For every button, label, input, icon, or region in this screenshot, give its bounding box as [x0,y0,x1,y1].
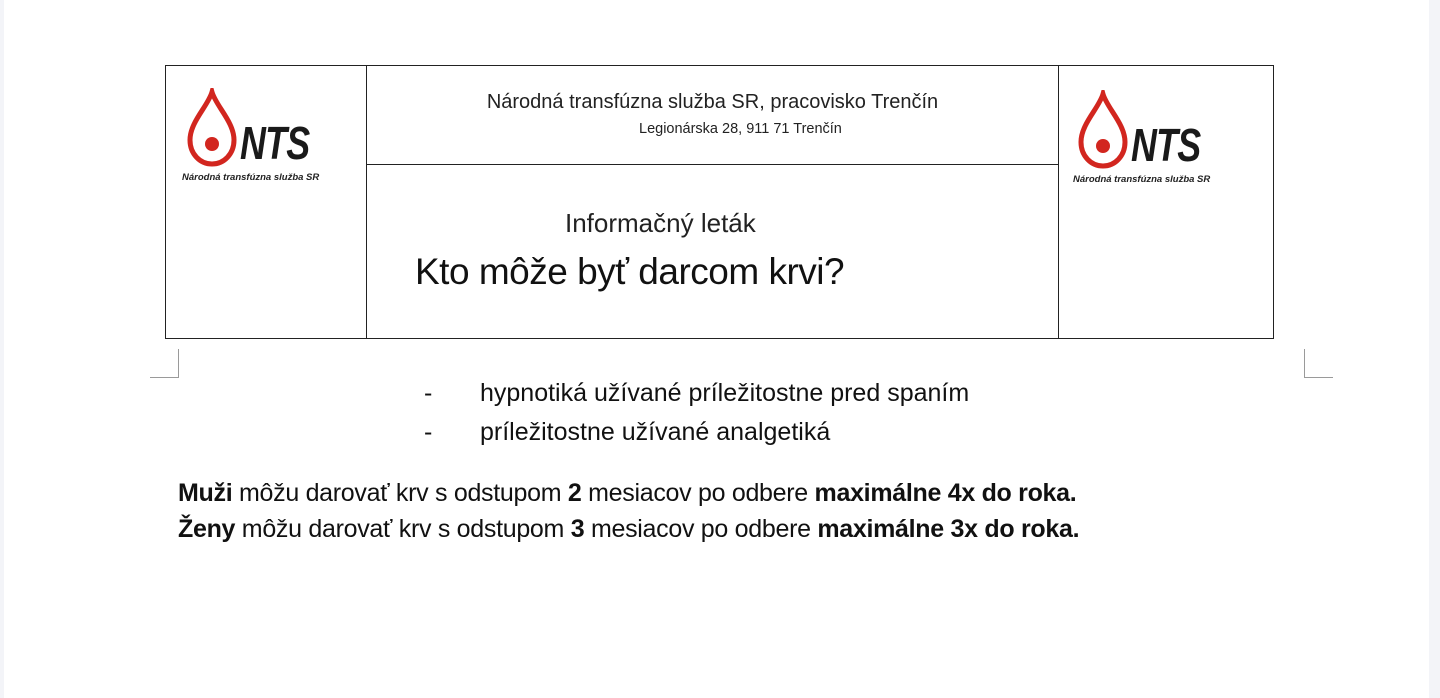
rule-text: mesiacov po odbere [584,515,818,543]
document-page [4,0,1429,698]
page-title: Kto môže byť darcom krvi? [415,251,845,292]
rule-limit: maximálne 3x do roka. [817,515,1080,543]
logo-caption: Národná transfúzna služba SR [182,172,320,183]
org-info-cell [367,66,1058,165]
rule-who: Ženy [178,515,236,543]
rule-men [178,479,1079,515]
list-item-text: hypnotiká užívané príležitostne pred spaním [480,379,970,407]
rule-limit: maximálne 4x do roka. [814,479,1077,507]
logo-cell-left [166,66,367,338]
margin-corner-mark-left [150,349,179,378]
logo-wordmark: NTS [240,117,310,169]
rule-interval: 3 [570,515,585,543]
title-cell [367,165,1058,338]
nts-logo [1073,90,1233,200]
list-bullet: - [424,379,433,407]
header-table [165,65,1274,339]
rule-interval: 2 [567,479,582,507]
list-item-text: príležitostne užívané analgetiká [480,418,831,446]
org-name: Národná transfúzna služba SR, pracovisko Trenčín [486,91,939,113]
list-bullet: - [424,418,433,446]
rule-women [178,515,1079,551]
donation-rules [178,479,1079,551]
logo-caption: Národná transfúzna služba SR [1073,174,1211,185]
rule-text: môžu darovať krv s odstupom [232,479,568,507]
org-address: Legionárska 28, 911 71 Trenčín [639,121,842,137]
leaflet-kind: Informačný leták [565,208,756,238]
logo-wordmark: NTS [1131,119,1201,171]
nts-logo [182,88,342,198]
rule-text: mesiacov po odbere [581,479,815,507]
rule-who: Muži [178,479,233,507]
logo-cell-right [1058,66,1273,338]
rule-text: môžu darovať krv s odstupom [235,515,571,543]
margin-corner-mark-right [1304,349,1333,378]
